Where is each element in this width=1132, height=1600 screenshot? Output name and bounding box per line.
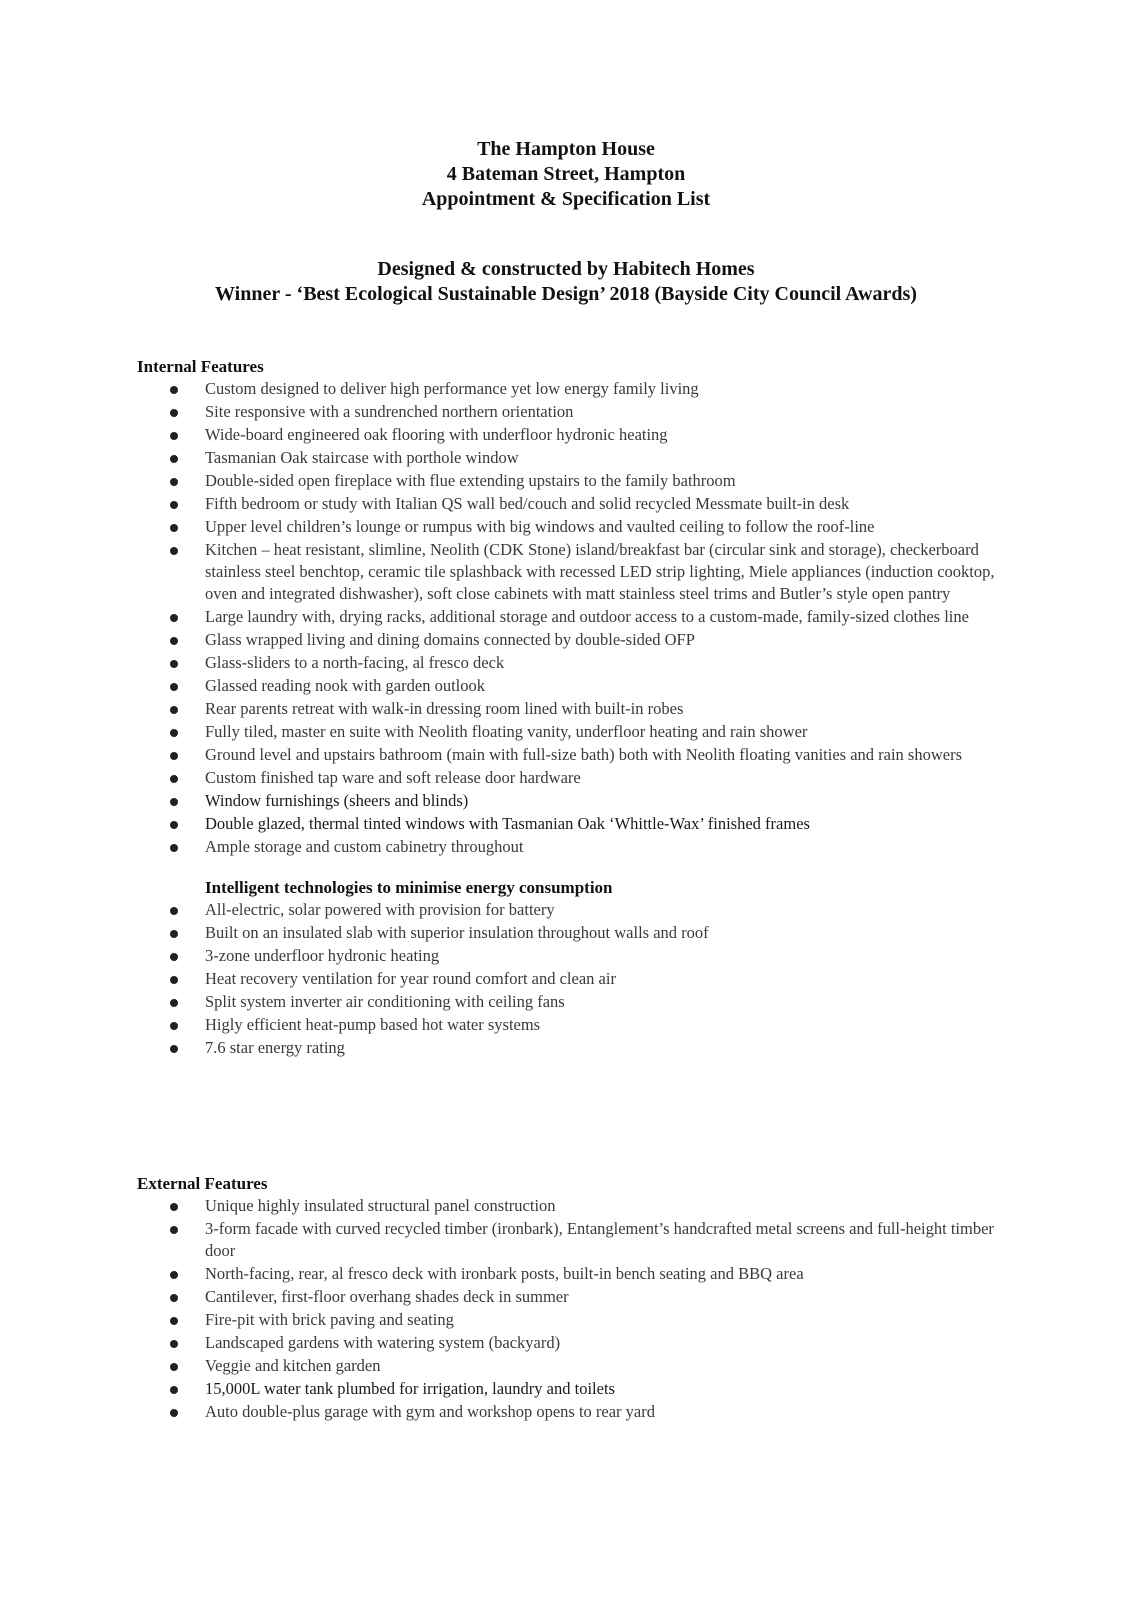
bullet-icon <box>170 907 178 915</box>
bullet-icon <box>170 999 178 1007</box>
property-address: 4 Bateman Street, Hampton <box>446 163 686 185</box>
bullet-icon <box>170 752 178 760</box>
bullet-icon <box>170 683 178 691</box>
bullet-icon <box>170 455 178 463</box>
list-item: Glassed reading nook with garden outlook <box>137 675 997 697</box>
bullet-icon <box>170 1340 178 1348</box>
bullet-icon <box>170 386 178 394</box>
list-item: Site responsive with a sundrenched northern orientation <box>137 401 997 423</box>
technologies-list <box>137 899 997 1059</box>
bullet-icon <box>170 821 178 829</box>
title-block <box>0 137 1132 212</box>
list-item: Fully tiled, master en suite with Neolith floating vanity, underfloor heating and rain shower <box>137 721 997 743</box>
bullet-icon <box>170 930 178 938</box>
bullet-icon <box>170 1409 178 1417</box>
list-item: Higly efficient heat-pump based hot water systems <box>137 1014 997 1036</box>
list-item: Fifth bedroom or study with Italian QS wall bed/couch and solid recycled Messmate built-in desk <box>137 493 997 515</box>
list-item: Window furnishings (sheers and blinds) <box>137 790 997 812</box>
list-item: Glass wrapped living and dining domains connected by double-sided OFP <box>137 629 997 651</box>
bullet-icon <box>170 976 178 984</box>
list-item: All-electric, solar powered with provision for battery <box>137 899 997 921</box>
bullet-icon <box>170 953 178 961</box>
list-item: Ground level and upstairs bathroom (main with full-size bath) both with Neolith floating vanities and rain showers <box>137 744 997 766</box>
list-item: Veggie and kitchen garden <box>137 1355 997 1377</box>
bullet-icon <box>170 432 178 440</box>
external-features-section <box>137 1172 997 1424</box>
list-item: Split system inverter air conditioning with ceiling fans <box>137 991 997 1013</box>
list-item: Double-sided open fireplace with flue extending upstairs to the family bathroom <box>137 470 997 492</box>
list-item: Custom finished tap ware and soft release door hardware <box>137 767 997 789</box>
technologies-heading: Intelligent technologies to minimise energy consumption <box>205 878 613 897</box>
bullet-icon <box>170 1045 178 1053</box>
bullet-icon <box>170 798 178 806</box>
bullet-icon <box>170 1203 178 1211</box>
list-item: 7.6 star energy rating <box>137 1037 997 1059</box>
credits-block <box>0 257 1132 307</box>
award-line: Winner - ‘Best Ecological Sustainable Design’ 2018 (Bayside City Council Awards) <box>215 283 917 305</box>
list-item: Large laundry with, drying racks, additional storage and outdoor access to a custom-made, family-sized clothes line <box>137 606 997 628</box>
list-item: Landscaped gardens with watering system (backyard) <box>137 1332 997 1354</box>
list-item: Tasmanian Oak staircase with porthole window <box>137 447 997 469</box>
bullet-icon <box>170 409 178 417</box>
list-item: Upper level children’s lounge or rumpus with big windows and vaulted ceiling to follow the roof-line <box>137 516 997 538</box>
internal-features-section <box>137 355 997 1060</box>
bullet-icon <box>170 1226 178 1234</box>
bullet-icon <box>170 660 178 668</box>
bullet-icon <box>170 614 178 622</box>
bullet-icon <box>170 1022 178 1030</box>
list-item: 15,000L water tank plumbed for irrigation, laundry and toilets <box>137 1378 997 1400</box>
list-item: Built on an insulated slab with superior insulation throughout walls and roof <box>137 922 997 944</box>
bullet-icon <box>170 478 178 486</box>
list-item: Kitchen – heat resistant, slimline, Neolith (CDK Stone) island/breakfast bar (circular sink and storage), checkerboard stainless steel benchtop, ceramic tile splashback with recessed LED strip lighting, Miele appliances (induction cooktop, oven and integrated dishwasher), soft close cabinets with matt stainless steel trims and Butler’s style open pantry <box>137 539 997 605</box>
external-features-heading: External Features <box>137 1174 268 1193</box>
list-item: Heat recovery ventilation for year round comfort and clean air <box>137 968 997 990</box>
bullet-icon <box>170 1294 178 1302</box>
bullet-icon <box>170 524 178 532</box>
bullet-icon <box>170 844 178 852</box>
list-item: Ample storage and custom cabinetry throughout <box>137 836 997 858</box>
bullet-icon <box>170 706 178 714</box>
list-item: Double glazed, thermal tinted windows with Tasmanian Oak ‘Whittle-Wax’ finished frames <box>137 813 997 835</box>
list-item: North-facing, rear, al fresco deck with ironbark posts, built-in bench seating and BBQ area <box>137 1263 997 1285</box>
bullet-icon <box>170 1363 178 1371</box>
list-item: Unique highly insulated structural panel construction <box>137 1195 997 1217</box>
internal-features-list <box>137 378 997 858</box>
bullet-icon <box>170 501 178 509</box>
bullet-icon <box>170 1317 178 1325</box>
external-features-list <box>137 1195 997 1423</box>
property-name: The Hampton House <box>477 138 655 160</box>
list-item: Cantilever, first-floor overhang shades deck in summer <box>137 1286 997 1308</box>
list-item: Rear parents retreat with walk-in dressing room lined with built-in robes <box>137 698 997 720</box>
list-item: Fire-pit with brick paving and seating <box>137 1309 997 1331</box>
bullet-icon <box>170 775 178 783</box>
list-item: 3-form facade with curved recycled timber (ironbark), Entanglement’s handcrafted metal screens and full-height timber door <box>137 1218 997 1262</box>
bullet-icon <box>170 729 178 737</box>
builder-credit: Designed & constructed by Habitech Homes <box>377 258 755 280</box>
list-item: Glass-sliders to a north-facing, al fresco deck <box>137 652 997 674</box>
bullet-icon <box>170 1271 178 1279</box>
list-item: Custom designed to deliver high performance yet low energy family living <box>137 378 997 400</box>
list-item: 3-zone underfloor hydronic heating <box>137 945 997 967</box>
internal-features-heading: Internal Features <box>137 357 264 376</box>
bullet-icon <box>170 637 178 645</box>
list-item: Auto double-plus garage with gym and workshop opens to rear yard <box>137 1401 997 1423</box>
bullet-icon <box>170 1386 178 1394</box>
document-title: Appointment & Specification List <box>421 188 711 210</box>
list-item: Wide-board engineered oak flooring with underfloor hydronic heating <box>137 424 997 446</box>
bullet-icon <box>170 547 178 555</box>
